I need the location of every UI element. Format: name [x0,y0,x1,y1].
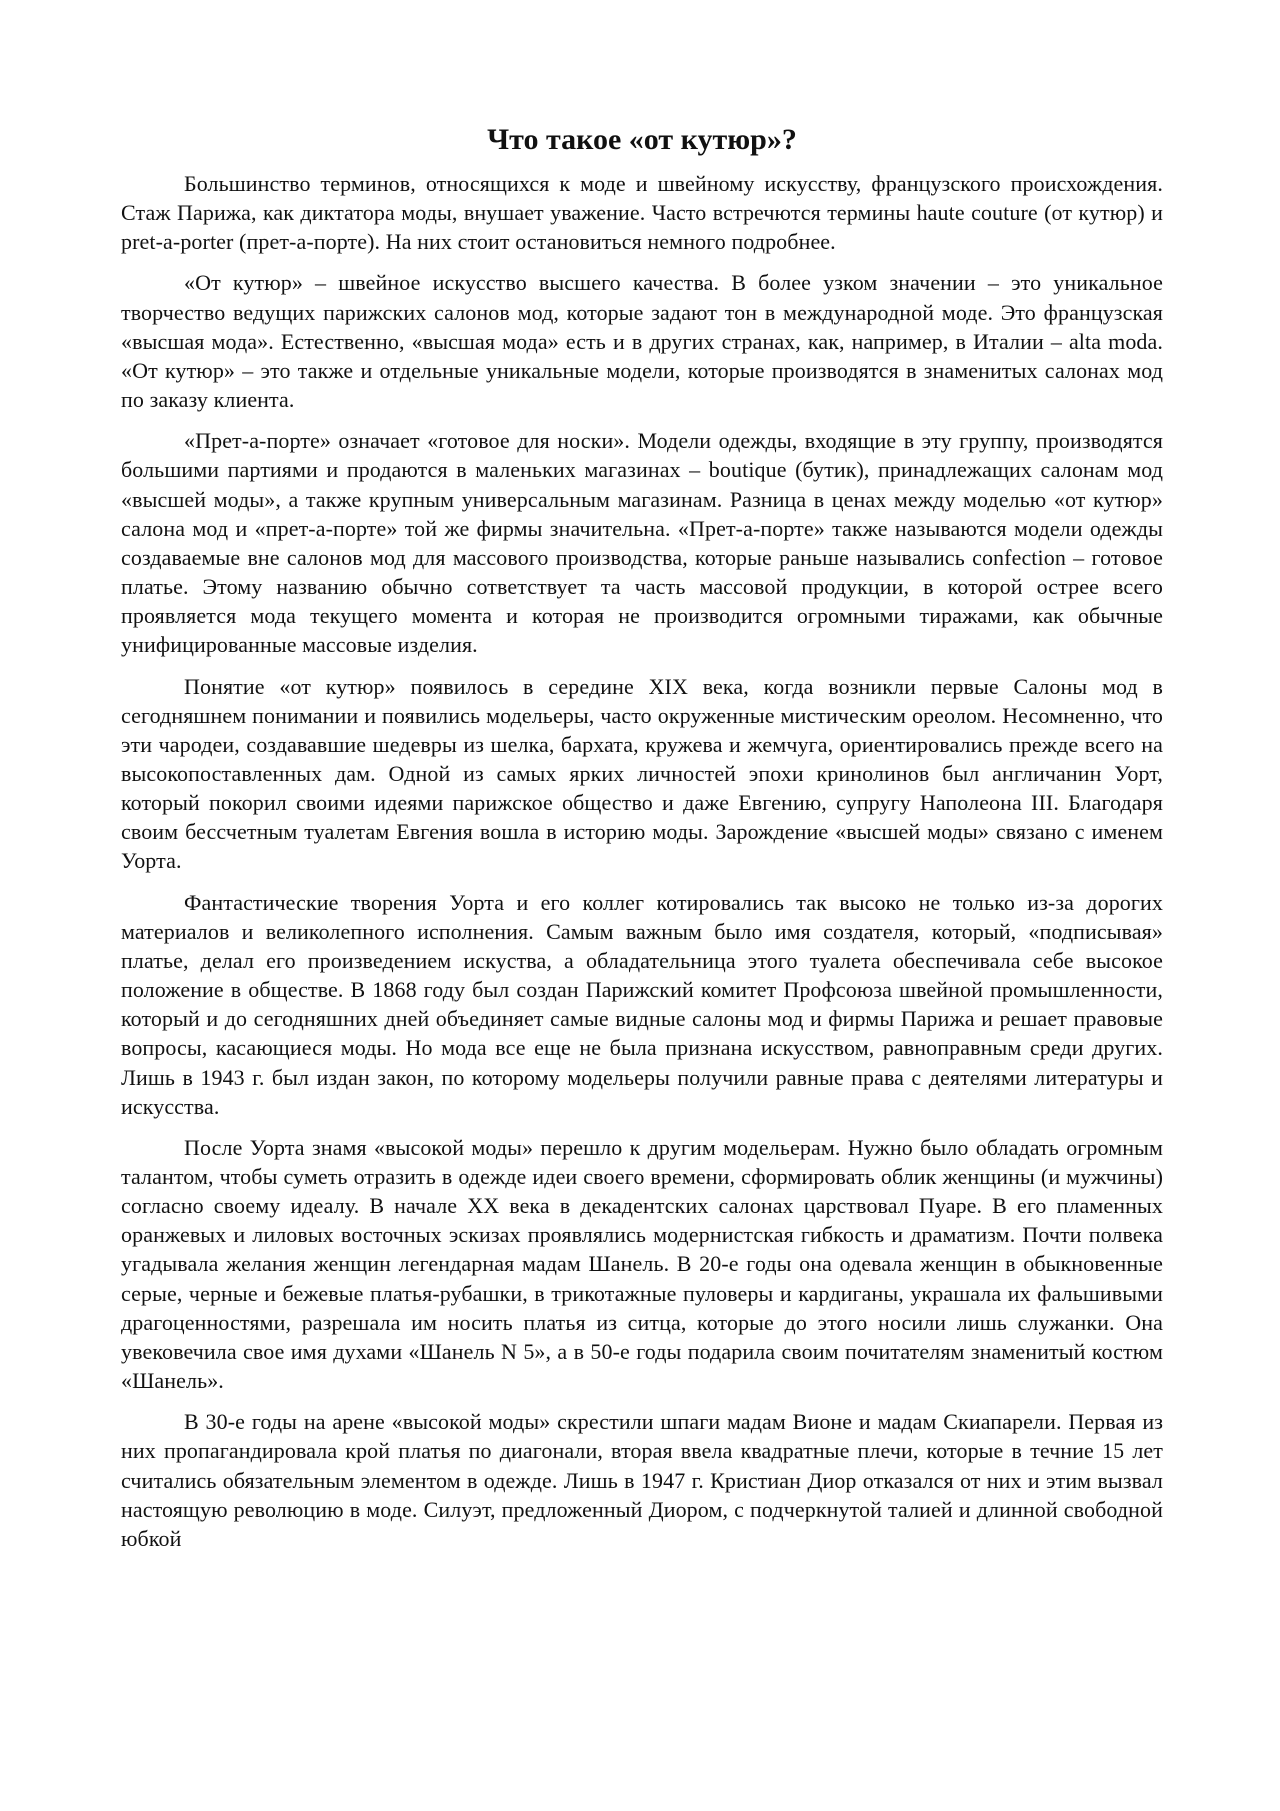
paragraph-1: Большинство терминов, относящихся к моде и швейному искусству, французского происхождения. Стаж Парижа, как диктатора моды, внушает уважение. Часто встречются термины haute couture (от кутюр) и pret-a-porter (прет-а-порте). На них стоит остановиться немного подробнее. [121,171,1163,255]
paragraph-7: В 30-е годы на арене «высокой моды» скрестили шпаги мадам Вионе и мадам Скиапарели. Первая из них пропагандировала крой платья по диагонали, вторая ввела квадратные плечи, которые в течние 15 лет считались обязательным элементом в одежде. Лишь в 1947 г. Кристиан Диор отказался от них и этим вызвал настоящую революцию в моде. Силуэт, предложенный Диором, с подчеркнутой талией и длинной свободной юбкой [121,1409,1163,1551]
paragraph-5: Фантастические творения Уорта и его коллег котировались так высоко не только из-за дорогих материалов и великолепного исполнения. Самым важным было имя создателя, который, «подписывая» платье, делал его произведением искуства, а обладательница этого туалета обеспечивала себе высокое положение в обществе. В 1868 году был создан Парижский комитет Профсоюза швейной промышленности, который и до сегодняшних дней объединяет самые видные салоны мод и фирмы Парижа и решает правовые вопросы, касающиеся моды. Но мода все еще не была признана искусством, равноправным среди других. Лишь в 1943 г. был издан закон, по которому модельеры получили равные права с деятелями литературы и искусства. [121,889,1163,1119]
document-title: Что такое «от кутюр»? [487,123,797,156]
document-body [121,122,1163,1553]
paragraph-4: Понятие «от кутюр» появилось в середине XIX века, когда возникли первые Салоны мод в сегодняшнем понимании и появились модельеры, часто окруженные мистическим ореолом. Несомненно, что эти чародеи, создававшие шедевры из шелка, бархата, кружева и жемчуга, ориентировались прежде всего на высокопоставленных дам. Одной из самых ярких личностей эпохи кринолинов был англичанин Уорт, который покорил своими идеями парижское общество и даже Евгению, супругу Наполеона III. Благодаря своим бессчетным туалетам Евгения вошла в историю моды. Зарождение «высшей моды» связано с именем Уорта. [121,673,1163,874]
paragraph-6: После Уорта знамя «высокой моды» перешло к другим модельерам. Нужно было обладать огромным талантом, чтобы суметь отразить в одежде идеи своего времени, сформировать облик женщины (и мужчины) согласно своему идеалу. В начале XX века в декадентских салонах царствовал Пуаре. В его пламенных оранжевых и лиловых восточных эскизах проявлялись модернистская гибкость и драматизм. Почти полвека угадывала желания женщин легендарная мадам Шанель. В 20-е годы она одевала женщин в обыкновенные серые, черные и бежевые платья-рубашки, в трикотажные пуловеры и кардиганы, украшала их фальшивыми драгоценностями, разрешала им носить платья из ситца, которые до этого носили лишь служанки. Она увековечила свое имя духами «Шанель N 5», а в 50-е годы подарила своим почитателям знаменитый костюм «Шанель». [121,1134,1163,1394]
paragraph-2: «От кутюр» – швейное искусство высшего качества. В более узком значении – это уникальное творчество ведущих парижских салонов мод, которые задают тон в международной моде. Это французская «высшая мода». Естественно, «высшая мода» есть и в других странах, как, например, в Италии – alta moda. «От кутюр» – это также и отдельные уникальные модели, которые производятся в знаменитых салонах мод по заказу клиента. [121,270,1163,413]
paragraph-3: «Прет-а-порте» означает «готовое для носки». Модели одежды, входящие в эту группу, производятся большими партиями и продаются в маленьких магазинах – boutique (бутик), принадлежащих салонам мод «высшей моды», а также крупным универсальным магазинам. Разница в ценах между моделью «от кутюр» салона мод и «прет-а-порте» той же фирмы значительна. «Прет-а-порте» также называются модели одежды создаваемые вне салонов мод для массового производства, которые раньше назывались confection – готовое платье. Этому названию обычно сответствует та часть массовой продукции, в которой острее всего проявляется мода текущего момента и которая не производится огромными тиражами, как обычные унифицированные массовые изделия. [121,428,1163,658]
